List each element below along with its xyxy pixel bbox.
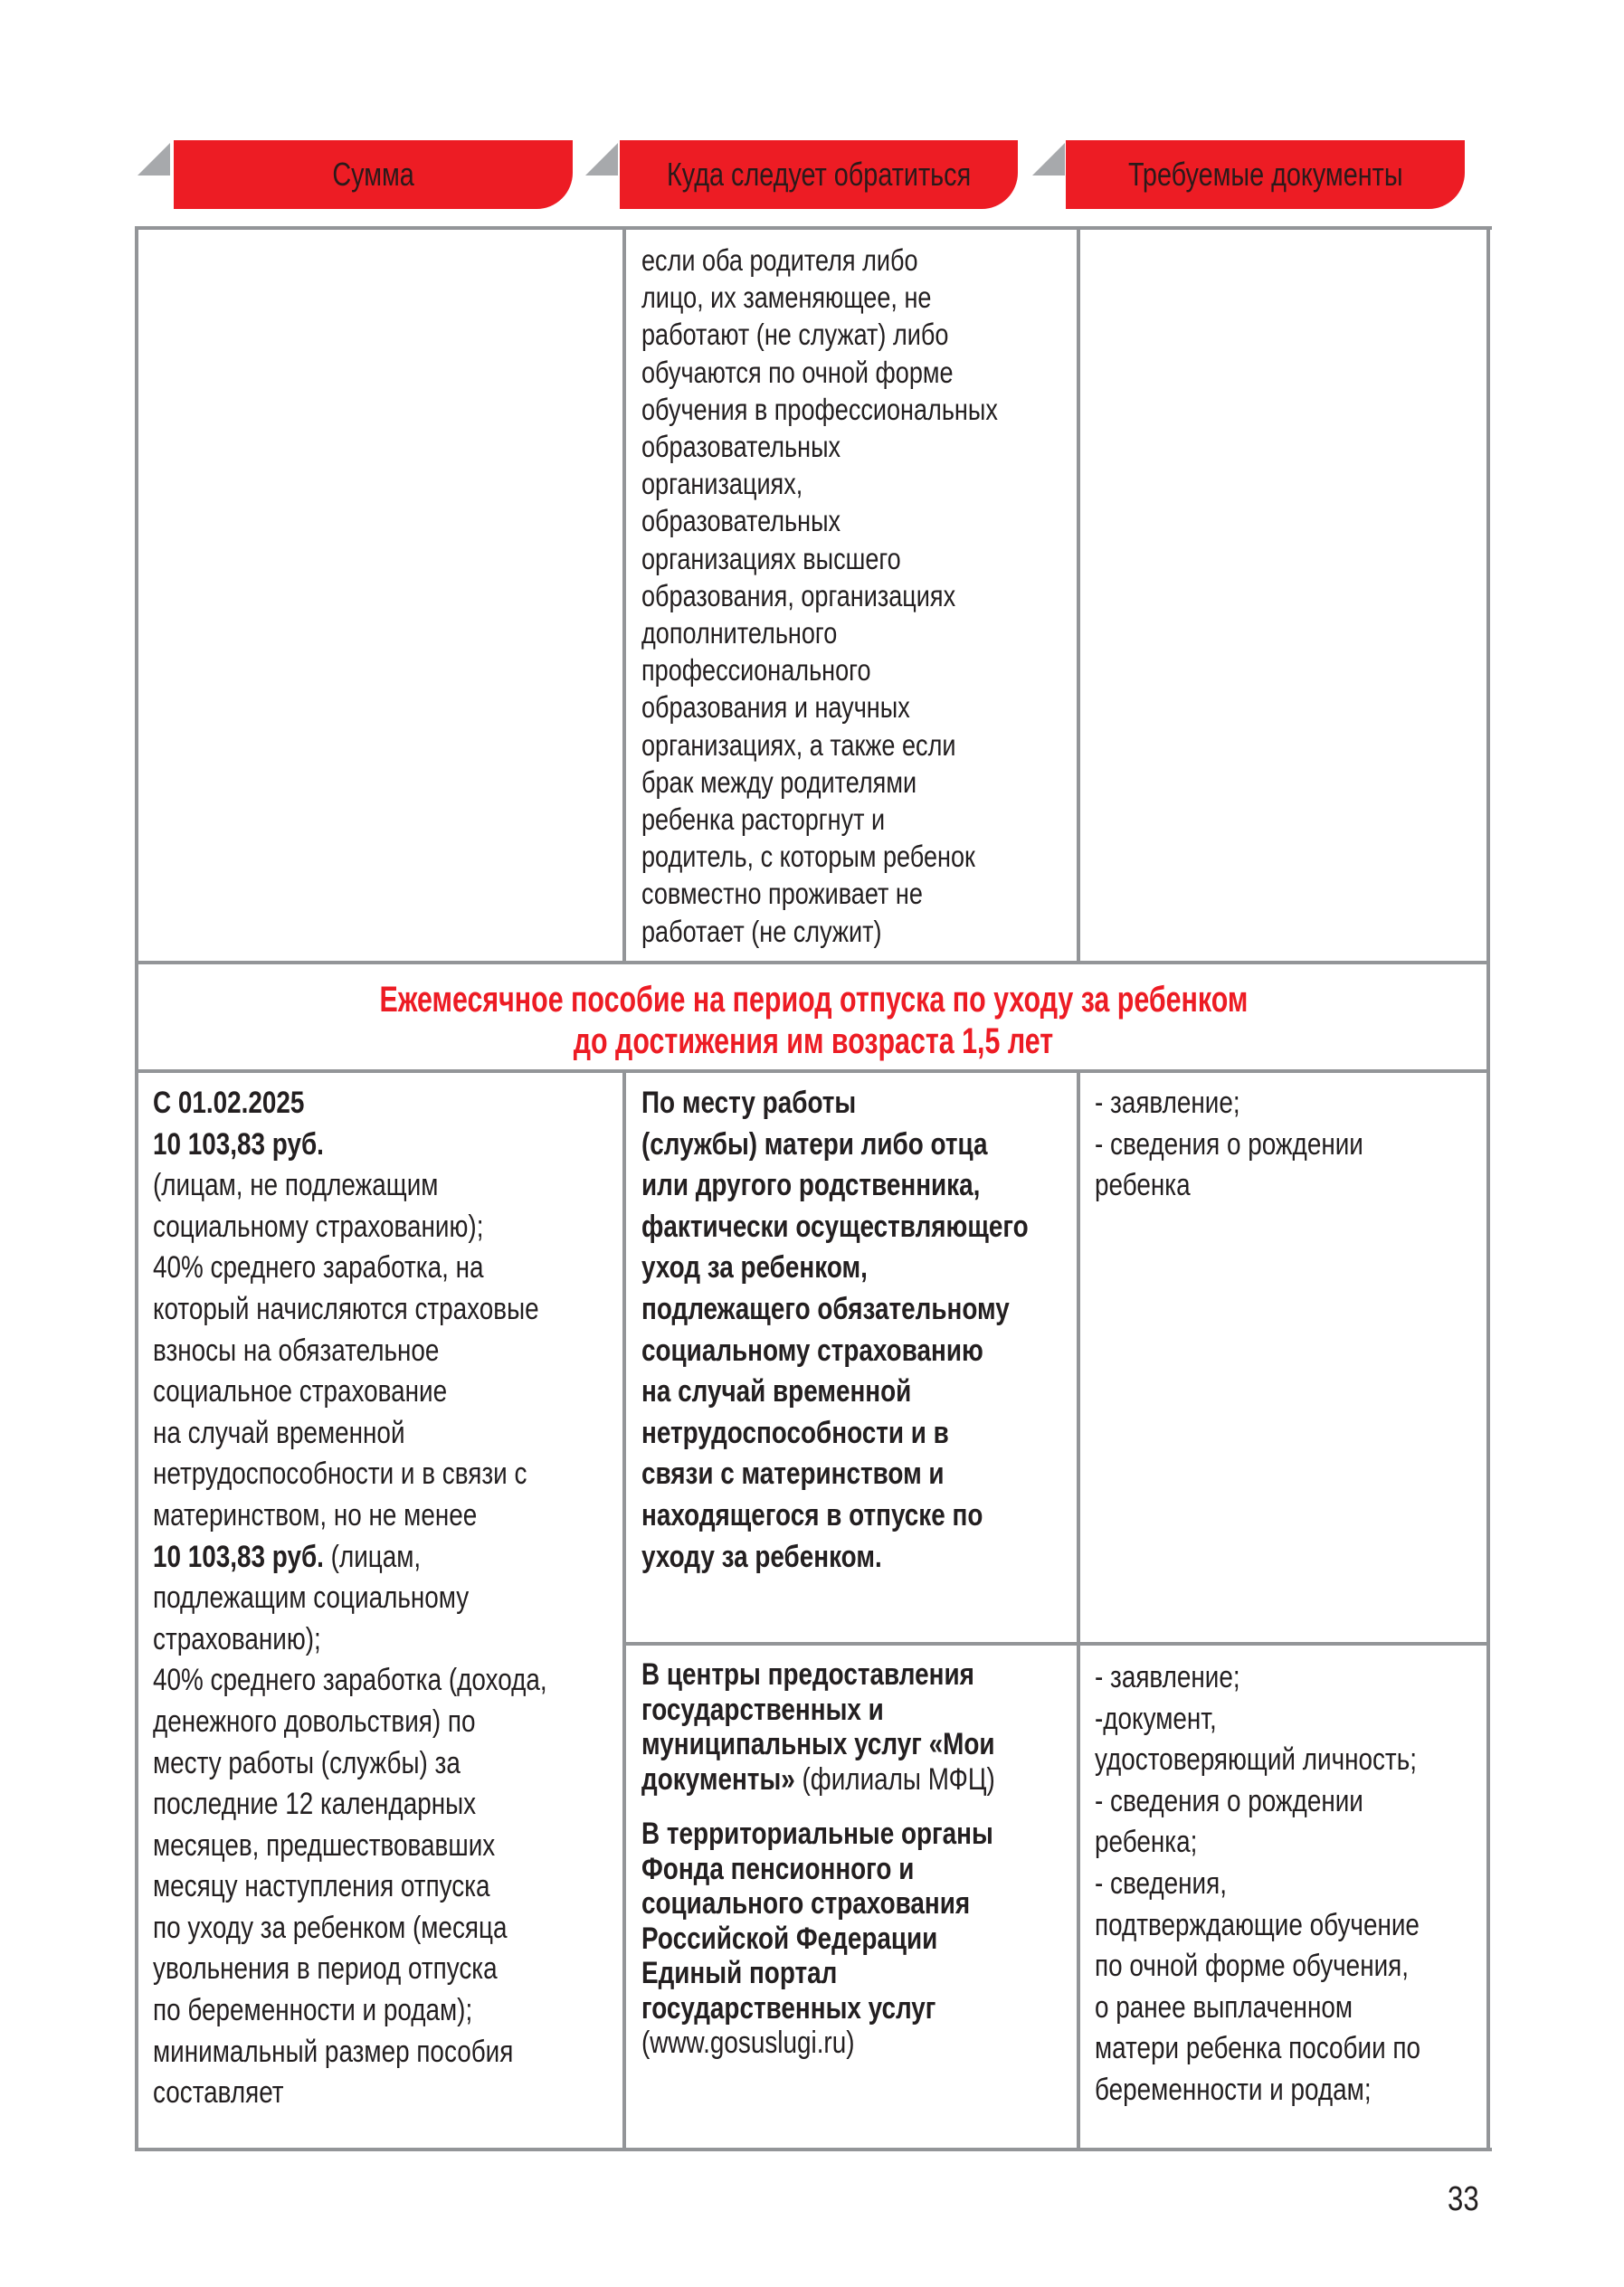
text-line: денежного довольствия) по xyxy=(153,1703,476,1739)
portal-link[interactable]: (www.gosuslugi.ru) xyxy=(641,2026,855,2060)
document-item: - сведения, xyxy=(1095,1865,1227,1901)
spacer xyxy=(641,1797,995,1817)
mfc-name: документы» xyxy=(641,1761,795,1797)
column-header-label: Требуемые документы xyxy=(1127,156,1403,193)
text-line: государственных и xyxy=(641,1692,884,1727)
document-item: - сведения о рождении xyxy=(1095,1783,1363,1818)
text-line: обучения в профессиональных xyxy=(641,392,998,426)
column-header-documents xyxy=(1066,140,1465,209)
table-border-bottom xyxy=(137,2148,1492,2151)
column-divider xyxy=(1077,1069,1080,2149)
text-line: образовательных xyxy=(641,430,841,464)
text-line: месяцу наступления отпуска xyxy=(153,1869,490,1904)
text-line: связи с материнством и xyxy=(641,1457,945,1492)
text-line: ребенка расторгнут и xyxy=(641,802,886,837)
text-line: обучаются по очной форме xyxy=(641,355,954,389)
column-header-where xyxy=(620,140,1018,209)
page-number: 33 xyxy=(1448,2180,1479,2218)
document-item: - заявление; xyxy=(1095,1660,1240,1694)
text-line: Единый портал xyxy=(641,1956,838,1990)
docs-employer-cell xyxy=(1095,1083,1363,1207)
row-divider xyxy=(137,961,1488,964)
text-line: По месту работы xyxy=(641,1086,857,1120)
text-line: минимальный размер пособия xyxy=(153,2034,514,2069)
section-title xyxy=(140,979,1486,1062)
document-item: матери ребенка пособии по xyxy=(1095,2031,1420,2066)
text-line: уходу за ребенком. xyxy=(641,1539,882,1574)
mfc-note: (филиалы МФЦ) xyxy=(794,1761,995,1797)
text-line: по уходу за ребенком (месяца xyxy=(153,1910,508,1945)
text-line: социального страхования xyxy=(641,1886,971,1921)
text-line: фактически осуществляющего xyxy=(641,1209,1029,1244)
text-line: В центры предоставления xyxy=(641,1657,974,1692)
document-item: подтверждающие обучение xyxy=(1095,1907,1420,1942)
row1-where-cell xyxy=(641,242,998,950)
text-line: (лицам, не подлежащим xyxy=(153,1168,439,1203)
text-line: образования и научных xyxy=(641,690,910,725)
tab-corner-decoration xyxy=(1032,143,1065,176)
text-line: материнством, но не менее xyxy=(153,1497,478,1533)
text-line: нетрудоспособности и в связи с xyxy=(153,1457,527,1492)
text-line xyxy=(641,1762,995,1798)
text-line: который начисляются страховые xyxy=(153,1291,539,1326)
text-line: Фонда пенсионного и xyxy=(641,1851,915,1886)
effective-date: С 01.02.2025 xyxy=(153,1086,305,1120)
text-line: если оба родителя либо xyxy=(641,243,918,277)
column-header-label: Сумма xyxy=(332,156,414,193)
text-line: муниципальных услуг «Мои xyxy=(641,1727,995,1761)
table-border-right xyxy=(1486,226,1490,2151)
text-line: государственных услуг xyxy=(641,1990,936,2026)
text-line: месту работы (службы) за xyxy=(153,1745,461,1780)
text-line: подлежащего обязательному xyxy=(641,1291,1010,1326)
column-divider xyxy=(622,226,626,963)
text-line: страхованию); xyxy=(153,1621,321,1656)
text-line: работают (не служат) либо xyxy=(641,318,949,352)
tab-corner-decoration xyxy=(138,143,170,176)
text-line: последние 12 календарных xyxy=(153,1787,477,1822)
document-item: - сведения о рождении xyxy=(1095,1126,1363,1162)
text-line: профессионального xyxy=(641,653,871,688)
column-header-label: Куда следует обратиться xyxy=(666,156,972,193)
column-divider xyxy=(622,1069,626,2149)
text-line: (службы) матери либо отца xyxy=(641,1126,988,1162)
document-item: -документ, xyxy=(1095,1701,1217,1736)
text-line: образовательных xyxy=(641,504,841,538)
amount-value: 10 103,83 руб. xyxy=(153,1539,324,1574)
text-line: брак между родителями xyxy=(641,764,917,799)
text-line: уход за ребенком, xyxy=(641,1250,868,1286)
text-line: организациях, а также если xyxy=(641,727,956,762)
text-line: социальное страхование xyxy=(153,1374,448,1409)
text-line: организациях, xyxy=(641,467,803,501)
table-border-left xyxy=(135,226,138,2151)
text-line: 40% среднего заработка, на xyxy=(153,1250,484,1286)
document-item: удостоверяющий личность; xyxy=(1095,1742,1417,1778)
text-line: лицо, их заменяющее, не xyxy=(641,280,932,315)
text-line: по беременности и родам); xyxy=(153,1993,473,2028)
text-line: взносы на обязательное xyxy=(153,1333,440,1368)
text-line: работает (не служит) xyxy=(641,914,882,948)
document-item: по очной форме обучения, xyxy=(1095,1949,1410,1984)
table-border-top xyxy=(137,226,1492,230)
where-other-cell xyxy=(641,1657,995,2061)
text-line: на случай временной xyxy=(153,1415,405,1450)
docs-other-cell xyxy=(1095,1657,1420,2111)
text-line xyxy=(153,1537,547,1579)
where-employer-cell xyxy=(641,1083,1029,1578)
text-line: находящегося в отпуске по xyxy=(641,1497,983,1533)
section-title-line: до достижения им возраста 1,5 лет xyxy=(573,1021,1054,1061)
text-line: дополнительного xyxy=(641,616,838,650)
document-item: ребенка; xyxy=(1095,1825,1198,1860)
text-line: 40% среднего заработка (дохода, xyxy=(153,1663,547,1698)
text-line: социальному страхованию); xyxy=(153,1209,484,1244)
text-line: социальному страхованию xyxy=(641,1333,983,1368)
amount-note: (лицам, xyxy=(323,1539,422,1574)
text-line: родитель, с которым ребенок xyxy=(641,840,975,874)
document-item: - заявление; xyxy=(1095,1086,1240,1120)
row-divider xyxy=(624,1642,1488,1646)
column-header-amount xyxy=(174,140,573,209)
text-line: месяцев, предшествовавших xyxy=(153,1827,496,1863)
text-line: В территориальные органы xyxy=(641,1817,993,1851)
text-line: или другого родственника, xyxy=(641,1168,981,1203)
tab-corner-decoration xyxy=(585,143,618,176)
amount-cell xyxy=(153,1083,547,2114)
document-item: о ранее выплаченном xyxy=(1095,1989,1353,2025)
row-divider xyxy=(137,1069,1488,1073)
text-line: совместно проживает не xyxy=(641,877,923,911)
amount-value: 10 103,83 руб. xyxy=(153,1126,324,1162)
document-item: беременности и родам; xyxy=(1095,2072,1372,2107)
text-line: подлежащим социальному xyxy=(153,1580,470,1616)
text-line: нетрудоспособности и в xyxy=(641,1415,949,1450)
column-divider xyxy=(1077,226,1080,963)
text-line: на случай временной xyxy=(641,1374,912,1409)
text-line: образования, организациях xyxy=(641,578,956,612)
document-item: ребенка xyxy=(1095,1168,1191,1203)
text-line: увольнения в период отпуска xyxy=(153,1951,498,1987)
section-title-line: Ежемесячное пособие на период отпуска по уходу за ребенком xyxy=(379,980,1248,1020)
text-line: составляет xyxy=(153,2075,284,2111)
text-line: организациях высшего xyxy=(641,541,901,575)
text-line: Российской Федерации xyxy=(641,1921,938,1956)
